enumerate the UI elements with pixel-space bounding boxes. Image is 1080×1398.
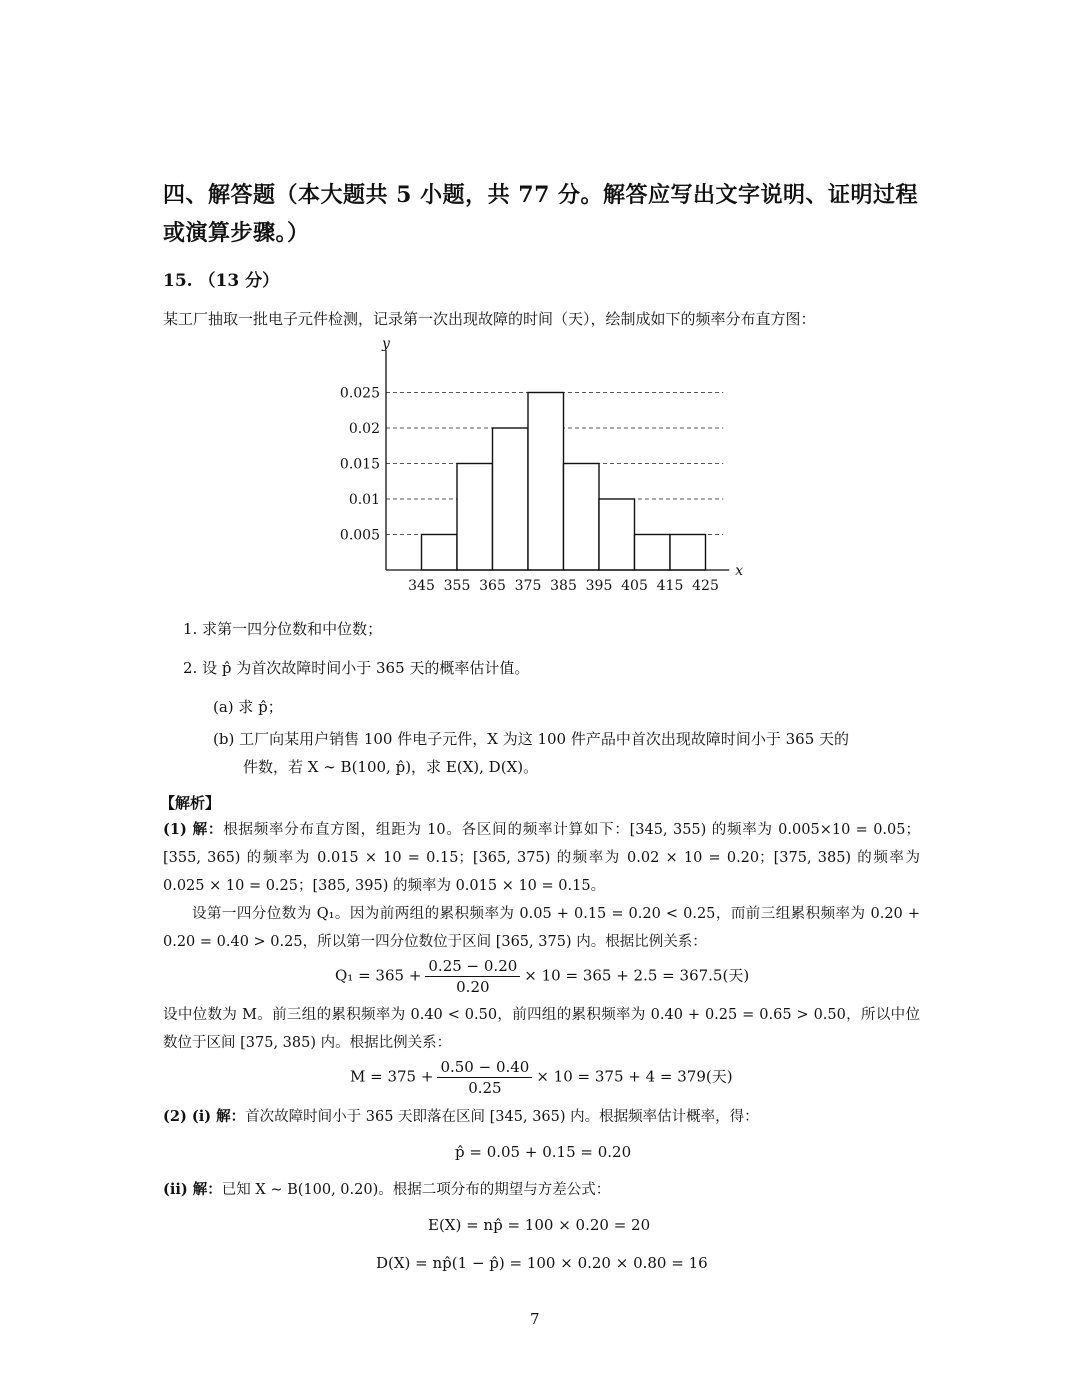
histogram-bar bbox=[670, 535, 706, 571]
x-tick-label: 425 bbox=[692, 578, 719, 594]
solution-part2ii bbox=[163, 1176, 920, 1204]
page-number: 7 bbox=[530, 1310, 540, 1328]
equation-median bbox=[350, 1057, 733, 1098]
solution-part1-label: (1) 解： bbox=[163, 821, 224, 838]
equation-q1 bbox=[335, 956, 749, 997]
eq2-fraction bbox=[437, 1057, 532, 1098]
section-title: 四、解答题（本大题共 5 小题，共 77 分。解答应写出文字说明、证明过程或演算步骤。） bbox=[163, 182, 919, 246]
y-axis-label: y bbox=[382, 336, 390, 352]
equation-variance: D(X) = np̂(1 − p̂) = 100 × 0.20 × 0.80 = 16 bbox=[376, 1254, 708, 1272]
histogram-bar bbox=[564, 464, 600, 571]
eq1-fraction bbox=[425, 956, 520, 997]
x-tick-label: 395 bbox=[585, 578, 613, 594]
question-number: 15. （13 分） bbox=[163, 271, 280, 291]
question-item-1: 1. 求第一四分位数和中位数； bbox=[183, 620, 383, 638]
x-tick-label: 365 bbox=[479, 578, 506, 594]
eq2-left: M = 375 + bbox=[350, 1067, 434, 1086]
histogram-bar bbox=[635, 535, 671, 571]
y-tick-label: 0.01 bbox=[348, 492, 380, 508]
y-tick-label: 0.025 bbox=[339, 385, 380, 402]
solution-part1 bbox=[163, 816, 920, 900]
x-tick-label: 405 bbox=[621, 578, 648, 594]
x-tick-label: 345 bbox=[408, 578, 435, 594]
y-tick-label: 0.015 bbox=[339, 456, 380, 473]
question-item-2: 2. 设 p̂ 为首次故障时间小于 365 天的概率估计值。 bbox=[183, 659, 530, 677]
x-tick-label: 355 bbox=[443, 578, 471, 594]
solution-quartile-text: 设第一四分位数为 Q₁。因为前两组的累积频率为 0.05 + 0.15 = 0.20 < 0.25，而前三组累积频率为 0.20 + 0.20 = 0.40 > 0.25，所以第一四分位数位于区间 [365, 375) 内。根据比例关系： bbox=[163, 906, 920, 950]
y-tick-label: 0.02 bbox=[348, 421, 380, 437]
solution-part2i-label: (2) (i) 解： bbox=[163, 1108, 246, 1125]
eq1-right: × 10 = 365 + 2.5 = 367.5(天) bbox=[524, 966, 750, 985]
solution-part1-text: 根据频率分布直方图，组距为 10。各区间的频率计算如下：[345, 355) 的频率为 0.005×10 = 0.05；[355, 365) 的频率为 0.015 × 10 = 0.15；[365, 375) 的频率为 0.02 × 10 = 0.20；[375, 385) 的频率为 0.025 × 10 = 0.25；[385, 395) 的频率为 0.015 × 10 = 0.15。 bbox=[163, 822, 920, 894]
solution-part2ii-label: (ii) 解： bbox=[163, 1181, 222, 1198]
question-item-2a: (a) 求 p̂； bbox=[213, 698, 283, 716]
eq1-numerator: 0.25 − 0.20 bbox=[425, 956, 520, 977]
x-tick-label: 415 bbox=[656, 578, 684, 594]
eq1-denominator: 0.20 bbox=[456, 978, 490, 996]
x-axis-label: x bbox=[735, 563, 744, 579]
solution-header: 【解析】 bbox=[160, 794, 221, 812]
histogram-bar bbox=[493, 428, 529, 570]
solution-part2ii-text: 已知 X ∼ B(100, 0.20)。根据二项分布的期望与方差公式： bbox=[221, 1182, 611, 1198]
histogram-bar bbox=[528, 393, 564, 571]
x-tick-label: 375 bbox=[514, 578, 542, 594]
question-item-2b-line1: (b) 工厂向某用户销售 100 件电子元件，X 为这 100 件产品中首次出现故障时间小于 365 天的 bbox=[213, 730, 850, 748]
histogram-bar bbox=[457, 464, 493, 571]
x-tick-label: 385 bbox=[550, 578, 577, 594]
equation-p-hat: p̂ = 0.05 + 0.15 = 0.20 bbox=[455, 1143, 632, 1161]
equation-expectation: E(X) = np̂ = 100 × 0.20 = 20 bbox=[428, 1216, 651, 1234]
eq2-denominator: 0.25 bbox=[468, 1079, 502, 1097]
eq2-right: × 10 = 375 + 4 = 379(天) bbox=[536, 1067, 733, 1086]
question-item-2b-line2: 件数，若 X ∼ B(100, p̂)，求 E(X), D(X)。 bbox=[243, 758, 539, 776]
solution-part2i-text: 首次故障时间小于 365 天即落在区间 [345, 365) 内。根据频率估计概率，得： bbox=[245, 1109, 759, 1125]
eq2-numerator: 0.50 − 0.40 bbox=[437, 1057, 532, 1078]
question-intro: 某工厂抽取一批电子元件检测，记录第一次出现故障的时间（天），绘制成如下的频率分布直方图： bbox=[163, 310, 816, 328]
y-tick-label: 0.005 bbox=[339, 527, 380, 544]
solution-median-text: 设中位数为 M。前三组的累积频率为 0.40 < 0.50，前四组的累积频率为 0.40 + 0.25 = 0.65 > 0.50，所以中位数位于区间 [375, 385) 内。根据比例关系： bbox=[163, 1007, 920, 1051]
histogram-bar bbox=[422, 535, 458, 571]
histogram-bar bbox=[599, 499, 635, 570]
eq1-left: Q₁ = 365 + bbox=[335, 966, 422, 985]
solution-part2i bbox=[163, 1103, 920, 1131]
histogram-chart bbox=[330, 336, 750, 596]
